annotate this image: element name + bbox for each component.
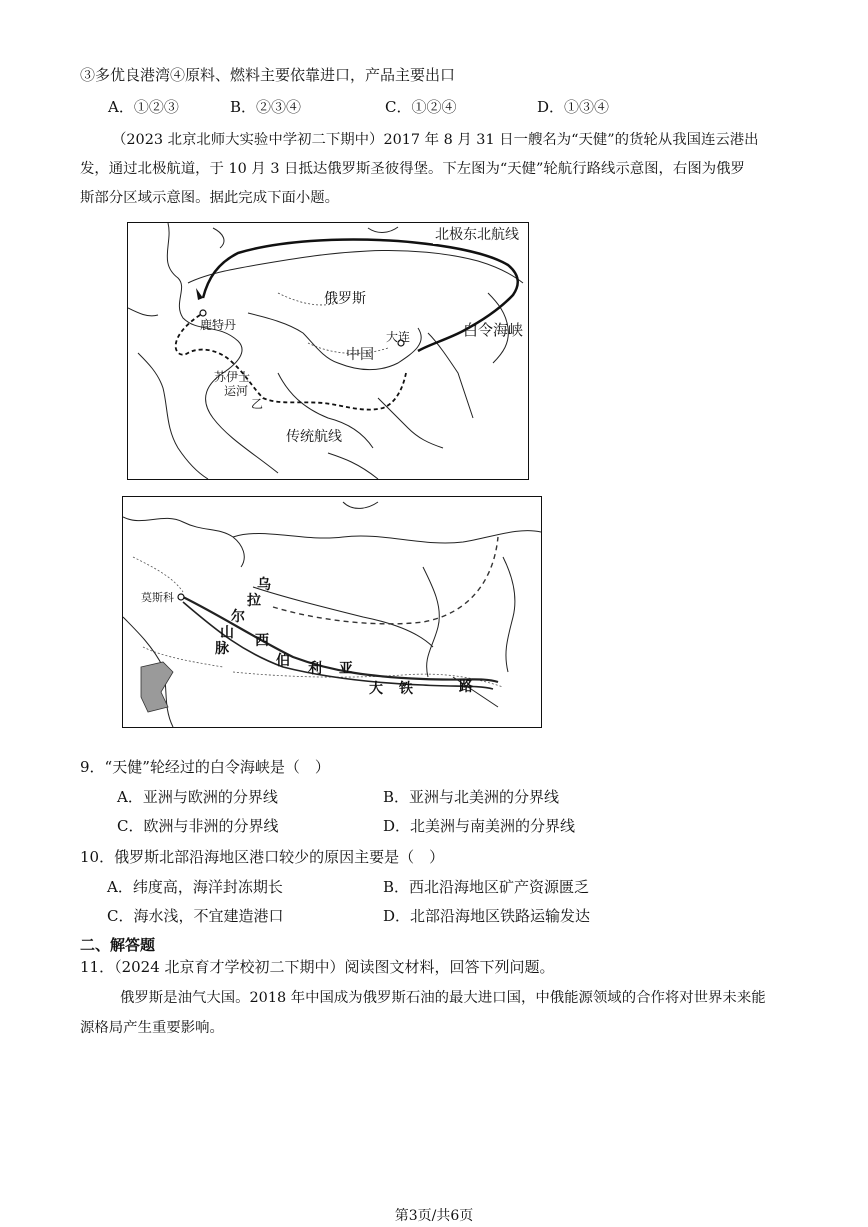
intro-line-2: 发，通过北极航道，于 10 月 3 日抵达俄罗斯圣彼得堡。下左图为“天健”轮航行路线示意图，右图为俄罗 — [80, 161, 745, 177]
q9-stem: 9．“天健”轮经过的白令海峡是（ ） — [80, 758, 330, 776]
q9-option-a[interactable]: A．亚洲与欧洲的分界线 — [117, 788, 278, 806]
label-dalian: 大连 — [386, 330, 411, 344]
label-arctic-route: 北极东北航线 — [435, 227, 519, 243]
shipping-route-map — [127, 222, 529, 480]
q10-option-a[interactable]: A．纬度高，海洋封冻期长 — [107, 878, 283, 896]
q10-option-d[interactable]: D．北部沿海地区铁路运输发达 — [383, 907, 591, 925]
label-bering-strait: 白令海峡 — [463, 321, 524, 339]
label-siberia-1: 西 — [255, 633, 269, 649]
label-ural-1: 乌 — [257, 577, 271, 593]
q9-option-b[interactable]: B．亚洲与北美洲的分界线 — [383, 788, 560, 806]
q10-stem: 10．俄罗斯北部沿海地区港口较少的原因主要是（ ） — [80, 848, 445, 866]
label-moscow: 莫斯科 — [141, 591, 174, 604]
label-ural-5: 脉 — [215, 641, 229, 657]
q8-option-b[interactable]: B．②③④ — [230, 98, 302, 116]
label-ural-4: 山 — [220, 625, 234, 641]
q8-option-d[interactable]: D．①③④ — [537, 98, 610, 116]
section-heading: 二、解答题 — [80, 936, 156, 954]
q11-material-line-2: 源格局产生重要影响。 — [80, 1020, 224, 1036]
label-traditional-route: 传统航线 — [286, 429, 342, 445]
russia-region-map — [122, 496, 542, 728]
q9-option-d[interactable]: D．北美洲与南美洲的分界线 — [383, 817, 576, 835]
label-china: 中国 — [346, 347, 374, 363]
label-russia: 俄罗斯 — [324, 291, 366, 307]
q8-option-statements: ③多优良港湾④原料、燃料主要依靠进口，产品主要出口 — [80, 66, 456, 84]
label-railway-2: 铁 — [399, 681, 413, 697]
q9-option-c[interactable]: C．欧洲与非洲的分界线 — [117, 817, 279, 835]
label-railway-1: 大 — [369, 681, 383, 697]
intro-line-3: 斯部分区域示意图。据此完成下面小题。 — [80, 190, 340, 206]
label-ural-3: 尔 — [231, 609, 245, 625]
q8-option-c[interactable]: C．①②④ — [385, 98, 457, 116]
label-rotterdam: 鹿特丹 — [200, 318, 237, 332]
label-siberia-3: 利 — [308, 661, 322, 677]
label-suez-1: 苏伊士 — [214, 370, 251, 384]
intro-line-1: （2023 北京北师大实验中学初二下期中）2017 年 8 月 31 日一艘名为“天健”的货轮从我国连云港出 — [112, 132, 759, 148]
q11-material-line-1: 俄罗斯是油气大国。2018 年中国成为俄罗斯石油的最大进口国，中俄能源领域的合作将对世界未来能 — [120, 990, 766, 1006]
label-siberia-4: 亚 — [339, 661, 353, 677]
q10-option-b[interactable]: B．西北沿海地区矿产资源匮乏 — [383, 878, 590, 896]
q10-option-c[interactable]: C．海水浅，不宜建造港口 — [107, 907, 284, 925]
label-yi: 乙 — [251, 397, 264, 411]
label-siberia-2: 伯 — [276, 653, 290, 669]
page-number: 第3页/共6页 — [394, 1208, 474, 1224]
label-ural-2: 拉 — [247, 593, 261, 609]
label-suez-2: 运河 — [224, 384, 249, 398]
label-railway-3: 路 — [459, 679, 473, 695]
q8-option-a[interactable]: A．①②③ — [108, 98, 179, 116]
q11-stem: 11．（2024 北京育才学校初二下期中）阅读图文材料，回答下列问题。 — [80, 958, 555, 976]
